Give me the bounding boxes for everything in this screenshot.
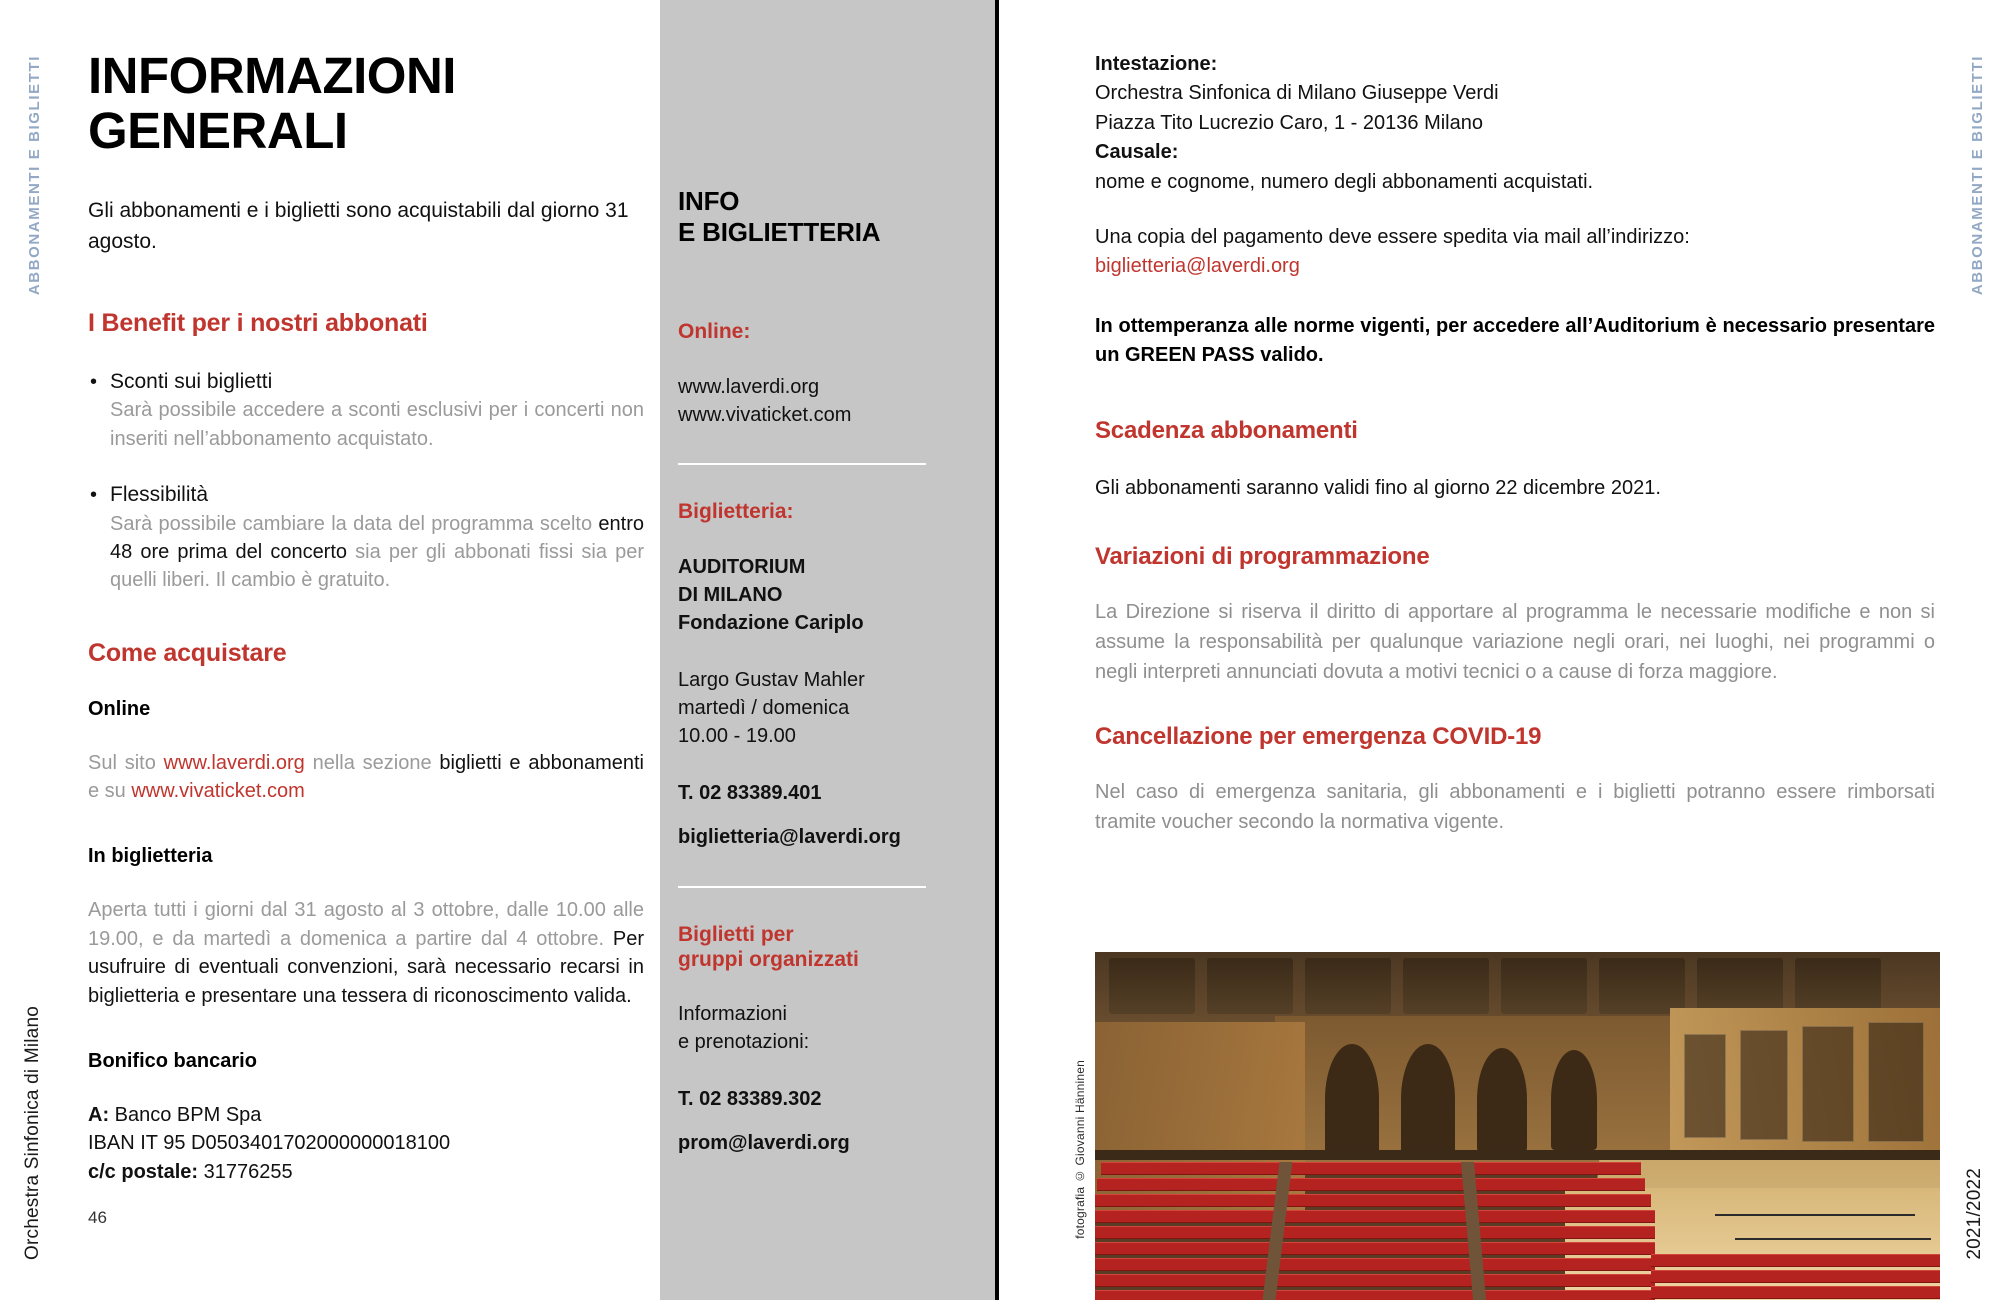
divider	[678, 463, 926, 465]
benefit-desc-bold: entro 48 ore prima del concerto	[110, 512, 644, 563]
boxoffice-label: Biglietteria:	[678, 500, 794, 524]
bank-account-line	[88, 1101, 644, 1129]
benefits-list	[88, 368, 644, 595]
expiry-text: Gli abbonamenti saranno validi fino al giorno 22 dicembre 2021.	[1095, 476, 1661, 499]
laverdi-link[interactable]: www.laverdi.org	[163, 751, 305, 774]
bank-details	[88, 1101, 644, 1186]
venue-address: Largo Gustav Mahler	[678, 668, 865, 691]
covid-text: Nel caso di emergenza sanitaria, gli abbonamenti e i biglietti potranno essere rimborsati tramite voucher secondo la normativa vigente.	[1095, 780, 1935, 833]
intestazione-line1: Orchestra Sinfonica di Milano Giuseppe Verdi	[1095, 82, 1499, 105]
online-section-name: biglietti e abbonamenti	[439, 751, 644, 774]
expiry-heading: Scadenza abbonamenti	[1095, 416, 1358, 444]
payment-copy-email[interactable]: biglietteria@laverdi.org	[1095, 255, 1300, 278]
benefit-description	[110, 510, 644, 595]
info-panel	[660, 0, 995, 1300]
online-mid: nella sezione	[304, 751, 440, 774]
season-label: 2021/2022	[1964, 1168, 1985, 1260]
photo-seating	[1095, 1162, 1655, 1300]
groups-info-line2: e prenotazioni:	[678, 1031, 810, 1054]
list-item	[88, 481, 644, 595]
groups-label	[678, 922, 965, 972]
info-panel-heading	[678, 186, 965, 247]
benefit-desc-pre: Sarà possibile accedere a sconti esclusivi per i concerti non inseriti nell’abbonamento acquistato.	[110, 399, 644, 450]
bank-postal-line	[88, 1158, 644, 1186]
venue-line-3: Fondazione Cariplo	[678, 612, 864, 635]
causale-value: nome e cognome, numero degli abbonamenti acquistati.	[1095, 170, 1594, 193]
boxoffice-email[interactable]: biglietteria@laverdi.org	[678, 826, 901, 849]
bank-name: Banco BPM Spa	[109, 1104, 262, 1127]
venue-hours: 10.00 - 19.00	[678, 725, 796, 748]
benefits-heading: I Benefit per i nostri abbonati	[88, 309, 428, 338]
vivaticket-link[interactable]: www.vivaticket.com	[131, 780, 305, 803]
bullet-icon: •	[90, 484, 98, 507]
venue-days: martedì / domenica	[678, 697, 850, 720]
boxoffice-heading: In biglietteria	[88, 845, 213, 868]
benefit-title: Sconti sui biglietti	[110, 370, 273, 394]
groups-info-line1: Informazioni	[678, 1003, 787, 1025]
orchestra-label: Orchestra Sinfonica di Milano	[22, 1006, 43, 1260]
online-pre: Sul sito	[88, 751, 164, 774]
lead-paragraph: Gli abbonamenti e i biglietti sono acquistabili dal giorno 31 agosto.	[88, 199, 629, 253]
groups-phone[interactable]: T. 02 83389.302	[678, 1087, 822, 1110]
auditorium-photo	[1095, 952, 1940, 1300]
page-number: 46	[88, 1208, 107, 1228]
side-tab-right: ABBONAMENTI E BIGLIETTI	[1969, 55, 1986, 296]
page-title	[88, 48, 644, 158]
covid-heading: Cancellazione per emergenza COVID-19	[1095, 722, 1542, 750]
benefit-desc-post: sia per gli abbonati fissi sia per quelli liberi. Il cambio è gratuito.	[110, 540, 644, 592]
benefit-desc-pre: Sarà possibile cambiare la data del programma scelto	[110, 512, 599, 535]
info-heading-line1: INFO	[678, 186, 740, 216]
variations-heading: Variazioni di programmazione	[1095, 542, 1430, 570]
benefit-description	[110, 396, 644, 453]
boxoffice-dark-text: Per usufruire di eventuali convenzioni, sarà necessario recarsi in biglietteria e presentare una tessera di riconoscimento valida.	[88, 927, 644, 1007]
intestazione-line2: Piazza Tito Lucrezio Caro, 1 - 20136 Milano	[1095, 111, 1483, 134]
bank-cc-value: 31776255	[198, 1160, 293, 1183]
info-heading-line2: E BIGLIETTERIA	[678, 216, 881, 247]
online-mid2: e su	[88, 780, 132, 803]
causale-label: Causale:	[1095, 141, 1179, 164]
online-label: Online:	[678, 320, 751, 344]
boxoffice-paragraph	[88, 896, 644, 1010]
venue-line-1: AUDITORIUM	[678, 555, 806, 578]
online-heading: Online	[88, 697, 151, 720]
left-column	[88, 48, 644, 1228]
payment-copy-text: Una copia del pagamento deve essere spedita via mail all’indirizzo:	[1095, 225, 1690, 248]
right-column	[1095, 50, 1935, 837]
list-item	[88, 368, 644, 453]
boxoffice-gray-text: Aperta tutti i giorni dal 31 agosto al 3 ottobre, dalle 10.00 alle 19.00, e da martedì a domenica a partire dal 4 ottobre.	[88, 899, 644, 950]
groups-label-line1: Biglietti per	[678, 922, 794, 946]
intestazione-label: Intestazione:	[1095, 53, 1218, 75]
online-site-2[interactable]: www.vivaticket.com	[678, 403, 852, 426]
groups-email[interactable]: prom@laverdi.org	[678, 1132, 850, 1155]
groups-label-line2: gruppi organizzati	[678, 947, 859, 971]
bank-heading: Bonifico bancario	[88, 1050, 257, 1073]
page-title-line1: INFORMAZIONI	[88, 47, 456, 104]
side-tab-left: ABBONAMENTI E BIGLIETTI	[26, 55, 43, 296]
how-to-buy-heading: Come acquistare	[88, 638, 287, 667]
venue-line-2: DI MILANO	[678, 583, 783, 606]
bank-cc-label: c/c postale:	[88, 1160, 199, 1183]
online-paragraph	[88, 749, 644, 806]
boxoffice-phone[interactable]: T. 02 83389.401	[678, 781, 822, 804]
benefit-title: Flessibilità	[110, 483, 209, 507]
greenpass-notice: In ottemperanza alle norme vigenti, per accedere all’Auditorium è necessario presentare un GREEN PASS valido.	[1095, 314, 1935, 367]
online-site-1[interactable]: www.laverdi.org	[678, 375, 820, 398]
page-title-line2: GENERALI	[88, 102, 348, 160]
bank-label-a: A:	[88, 1104, 110, 1127]
divider	[678, 886, 926, 888]
bullet-icon: •	[90, 371, 98, 394]
variations-text: La Direzione si riserva il diritto di apportare al programma le necessarie modifiche e non si assume la responsabilità per qualunque variazione negli orari, nei luoghi, nei programmi o negli interpreti annunciati dovuta a motivi tecnici o a cause di forza maggiore.	[1095, 600, 1935, 683]
bank-iban: IBAN IT 95 D0503401702000000018100	[88, 1132, 451, 1155]
photo-credit: fotografia © Giovanni Hänninen	[1073, 1060, 1087, 1239]
page-divider	[995, 0, 999, 1300]
